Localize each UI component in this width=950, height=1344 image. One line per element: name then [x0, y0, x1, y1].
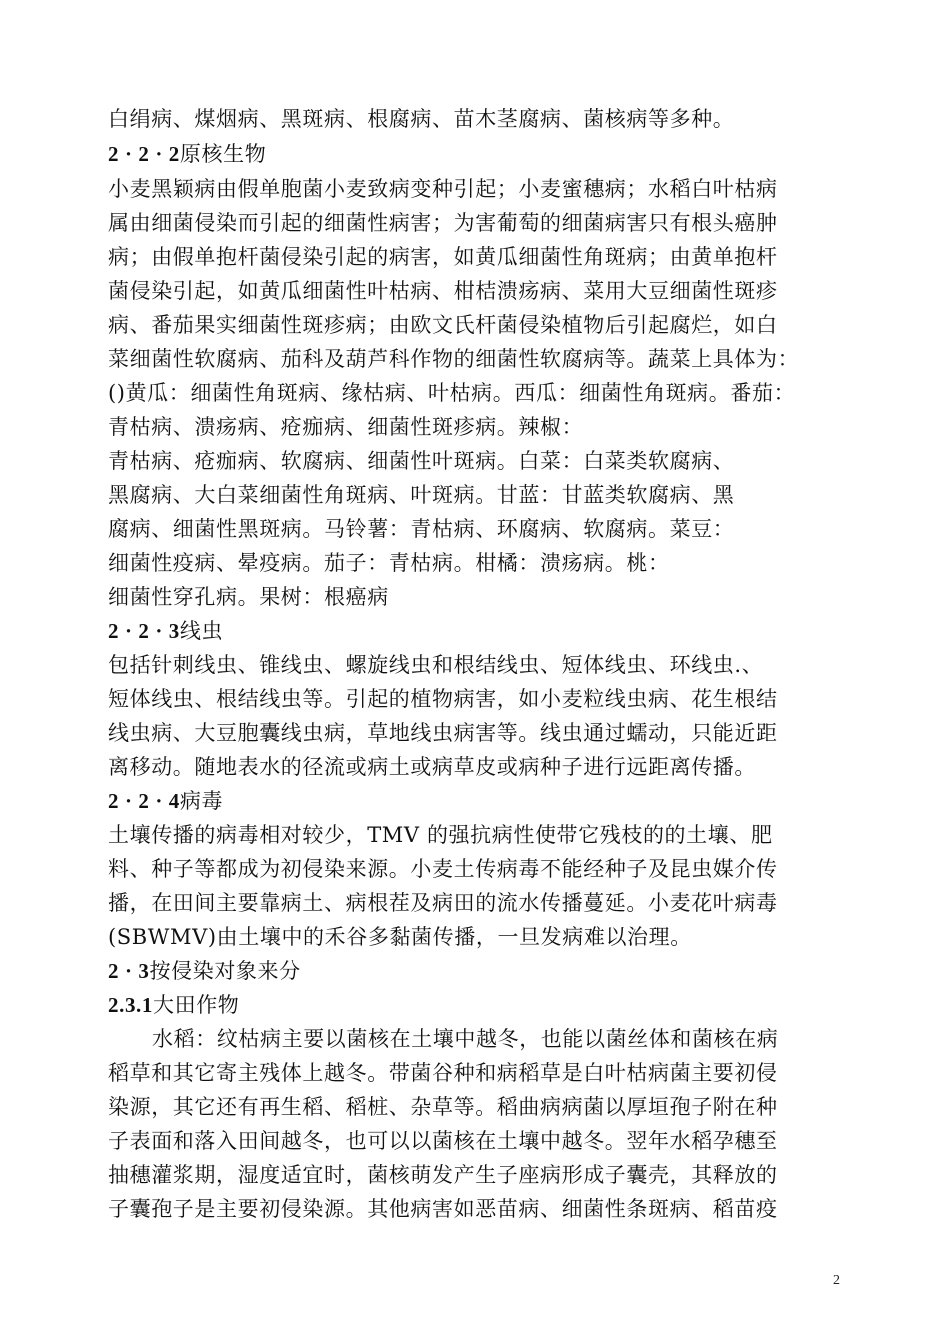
body-line: 黑腐病、大白菜细菌性角斑病、叶斑病。甘蓝：甘蓝类软腐病、黑	[108, 483, 735, 507]
body-line: 土壤传播的病毒相对较少，TMV 的强抗病性使带它残枝的的土壤、肥	[108, 823, 773, 847]
body-line: 腐病、细菌性黑斑病。马铃薯：青枯病、环腐病、软腐病。菜豆：	[108, 517, 735, 541]
section-heading	[108, 140, 266, 168]
body-line: 抽穗灌浆期，湿度适宜时，菌核萌发产生子座病形成子囊壳，其释放的	[108, 1163, 778, 1187]
section-heading	[108, 787, 223, 815]
body-line: 料、种子等都成为初侵染来源。小麦土传病毒不能经种子及昆虫媒介传	[108, 857, 778, 881]
body-line: 稻草和其它寄主残体上越冬。带菌谷种和病稻草是白叶枯病菌主要初侵	[108, 1061, 778, 1085]
body-line: 病；由假单抱杆菌侵染引起的病害，如黄瓜细菌性角斑病；由黄单抱杆	[108, 245, 778, 269]
body-line: 水稻：纹枯病主要以菌核在土壤中越冬，也能以菌丝体和菌核在病	[152, 1027, 779, 1051]
heading-number: 2 · 3	[108, 959, 150, 983]
body-line: 细菌性穿孔病。果树：根癌病	[108, 585, 389, 609]
body-line: 离移动。随地表水的径流或病土或病草皮或病种子进行远距离传播。	[108, 755, 756, 779]
body-line: 子表面和落入田间越冬，也可以以菌核在土壤中越冬。翌年水稻孕穗至	[108, 1129, 778, 1153]
body-line: 菜细菌性软腐病、茄科及葫芦科作物的细菌性软腐病等。蔬菜上具体为：	[108, 347, 800, 371]
page-number: 2	[833, 1273, 840, 1288]
section-heading	[108, 957, 301, 985]
body-line: 短体线虫、根结线虫等。引起的植物病害，如小麦粒线虫病、花生根结	[108, 687, 778, 711]
body-line: 小麦黑颖病由假单胞菌小麦致病变种引起；小麦蜜穗病；水稻白叶枯病	[108, 177, 778, 201]
body-line: 包括针刺线虫、锥线虫、螺旋线虫和根结线虫、短体线虫、环线虫.、	[108, 653, 764, 677]
heading-number: 2 · 2 · 3	[108, 619, 180, 643]
heading-text: 大田作物	[153, 993, 240, 1017]
body-line: 播，在田间主要靠病土、病根茬及病田的流水传播蔓延。小麦花叶病毒	[108, 891, 778, 915]
body-line: 染源，其它还有再生稻、稻桩、杂草等。稻曲病病菌以厚垣孢子附在种	[108, 1095, 778, 1119]
body-line: (SBWMV)由土壤中的禾谷多黏菌传播，一旦发病难以治理。	[108, 925, 692, 949]
heading-text: 按侵染对象来分	[149, 959, 301, 983]
body-line: 青枯病、溃疡病、疮痂病、细菌性斑疹病。辣椒：	[108, 415, 584, 439]
heading-number: 2.3.1	[108, 993, 153, 1017]
body-line: 子囊孢子是主要初侵染源。其他病害如恶苗病、细菌性条斑病、稻苗疫	[108, 1197, 778, 1221]
body-line: 属由细菌侵染而引起的细菌性病害；为害葡萄的细菌病害只有根头癌肿	[108, 211, 778, 235]
heading-text: 原核生物	[179, 142, 267, 166]
body-line: ()黄瓜：细菌性角斑病、缘枯病、叶枯病。西瓜：细菌性角斑病。番茄：	[108, 381, 796, 405]
body-line: 菌侵染引起，如黄瓜细菌性叶枯病、柑桔溃疡病、菜用大豆细菌性斑疹	[108, 279, 778, 303]
body-line: 白绢病、煤烟病、黑斑病、根腐病、苗木茎腐病、菌核病等多种。	[108, 107, 735, 131]
body-line: 病、番茄果实细菌性斑疹病；由欧文氏杆菌侵染植物后引起腐烂，如白	[108, 313, 778, 337]
heading-number: 2 · 2 · 2	[108, 142, 180, 166]
heading-number: 2 · 2 · 4	[108, 789, 180, 813]
heading-text: 线虫	[179, 619, 224, 643]
section-heading	[108, 617, 223, 645]
body-line: 线虫病、大豆胞囊线虫病，草地线虫病害等。线虫通过蠕动，只能近距	[108, 721, 778, 745]
body-line: 细菌性疫病、晕疫病。茄子：青枯病。柑橘：溃疡病。桃：	[108, 551, 670, 575]
subsection-heading	[108, 991, 239, 1019]
body-line: 青枯病、疮痂病、软腐病、细菌性叶斑病。白菜：白菜类软腐病、	[108, 449, 735, 473]
heading-text: 病毒	[179, 789, 224, 813]
